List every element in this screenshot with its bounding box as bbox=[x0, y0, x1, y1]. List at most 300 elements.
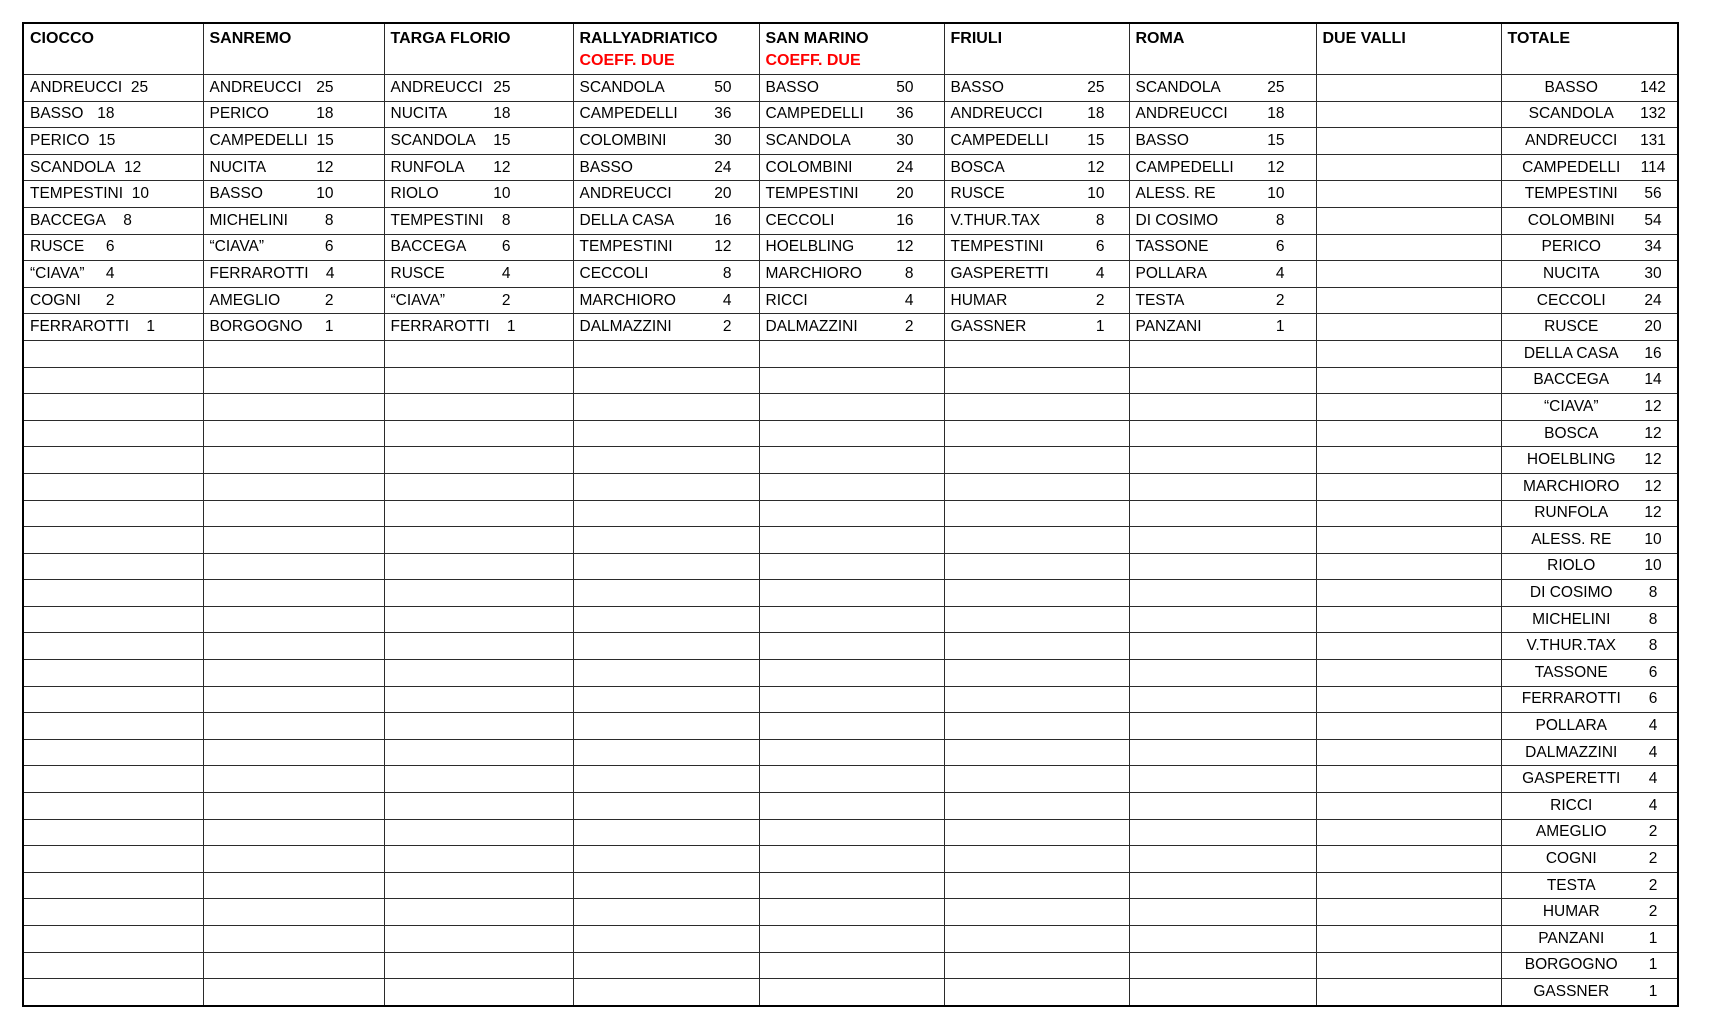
standings-cell bbox=[23, 367, 203, 394]
standings-cell bbox=[384, 154, 573, 181]
table-row bbox=[23, 979, 1678, 1006]
points-value: 12 bbox=[896, 238, 914, 256]
driver-name: DALMAZZINI bbox=[765, 318, 858, 336]
points-value: 132 bbox=[1640, 105, 1666, 123]
standings-cell bbox=[1129, 660, 1316, 687]
points-value: 6 bbox=[105, 238, 115, 256]
points-value: 4 bbox=[1648, 743, 1658, 761]
standings-cell bbox=[1316, 580, 1501, 607]
driver-name: RUNFOLA bbox=[1534, 504, 1609, 522]
standings-cell bbox=[384, 952, 573, 979]
standings-cell bbox=[203, 181, 384, 208]
standings-cell bbox=[1501, 287, 1678, 314]
standings-cell bbox=[944, 899, 1129, 926]
table-row bbox=[23, 394, 1678, 421]
standings-cell bbox=[203, 314, 384, 341]
standings-cell bbox=[759, 394, 944, 421]
standings-cell bbox=[1501, 899, 1678, 926]
standings-cell bbox=[384, 340, 573, 367]
standings-cell bbox=[944, 234, 1129, 261]
standings-cell bbox=[203, 793, 384, 820]
table-row bbox=[23, 128, 1678, 155]
standings-cell bbox=[944, 154, 1129, 181]
standings-cell bbox=[23, 580, 203, 607]
table-row bbox=[23, 287, 1678, 314]
standings-cell bbox=[203, 447, 384, 474]
points-value: 12 bbox=[316, 158, 334, 176]
standings-cell bbox=[1316, 287, 1501, 314]
column-title: ROMA bbox=[1135, 30, 1185, 47]
standings-cell bbox=[573, 447, 759, 474]
coeff-due-label: COEFF. DUE bbox=[765, 52, 861, 69]
points-value: 30 bbox=[714, 131, 732, 149]
points-value: 25 bbox=[1267, 78, 1285, 96]
points-value: 10 bbox=[316, 185, 334, 203]
standings-cell bbox=[203, 660, 384, 687]
standings-cell bbox=[1501, 367, 1678, 394]
standings-cell bbox=[573, 394, 759, 421]
standings-cell bbox=[1501, 314, 1678, 341]
driver-name: RUSCE bbox=[1544, 318, 1599, 336]
standings-cell bbox=[573, 75, 759, 102]
standings-cell bbox=[944, 633, 1129, 660]
standings-cell bbox=[1129, 926, 1316, 953]
standings-cell bbox=[573, 899, 759, 926]
table-row bbox=[23, 952, 1678, 979]
standings-cell bbox=[944, 181, 1129, 208]
standings-cell bbox=[759, 739, 944, 766]
points-value: 2 bbox=[105, 291, 115, 309]
driver-name: CECCOLI bbox=[1536, 291, 1606, 309]
points-value: 10 bbox=[1087, 185, 1105, 203]
column-title: TARGA FLORIO bbox=[390, 30, 511, 47]
standings-cell bbox=[944, 580, 1129, 607]
table-header bbox=[23, 23, 1678, 75]
standings-cell bbox=[23, 527, 203, 554]
standings-cell bbox=[23, 766, 203, 793]
standings-cell bbox=[573, 287, 759, 314]
points-value: 4 bbox=[722, 291, 732, 309]
points-value: 24 bbox=[714, 158, 732, 176]
driver-name: AMEGLIO bbox=[1535, 823, 1607, 841]
points-value: 2 bbox=[1648, 903, 1658, 921]
standings-cell bbox=[1501, 340, 1678, 367]
standings-cell bbox=[944, 447, 1129, 474]
standings-cell bbox=[384, 872, 573, 899]
standings-cell bbox=[1129, 580, 1316, 607]
standings-cell bbox=[1129, 739, 1316, 766]
points-value: 114 bbox=[1640, 158, 1666, 176]
standings-cell bbox=[759, 766, 944, 793]
standings-cell bbox=[1316, 527, 1501, 554]
standings-cell bbox=[1316, 181, 1501, 208]
driver-name: HOELBLING bbox=[1526, 451, 1616, 469]
standings-cell bbox=[759, 872, 944, 899]
points-value: 8 bbox=[722, 264, 732, 282]
standings-cell bbox=[1501, 473, 1678, 500]
standings-cell bbox=[203, 739, 384, 766]
driver-name: RUSCE bbox=[390, 264, 445, 282]
standings-cell bbox=[1129, 101, 1316, 128]
driver-name: PERICO bbox=[1541, 238, 1601, 256]
points-value: 10 bbox=[131, 185, 150, 203]
points-value: 12 bbox=[1644, 504, 1662, 522]
standings-cell bbox=[1316, 926, 1501, 953]
table-row bbox=[23, 473, 1678, 500]
points-value: 16 bbox=[896, 211, 914, 229]
standings-cell bbox=[759, 899, 944, 926]
driver-name: CECCOLI bbox=[579, 264, 649, 282]
column-title: SAN MARINO bbox=[765, 30, 869, 47]
standings-cell bbox=[1316, 500, 1501, 527]
standings-cell bbox=[1129, 633, 1316, 660]
points-value: 18 bbox=[316, 105, 334, 123]
driver-name: BASSO bbox=[209, 185, 263, 203]
column-header-due-valli bbox=[1316, 23, 1501, 75]
standings-cell bbox=[1129, 128, 1316, 155]
standings-cell bbox=[944, 314, 1129, 341]
driver-name: NUCITA bbox=[1542, 264, 1600, 282]
standings-cell bbox=[759, 314, 944, 341]
table-row bbox=[23, 207, 1678, 234]
standings-cell bbox=[203, 128, 384, 155]
table-row bbox=[23, 553, 1678, 580]
table-row bbox=[23, 154, 1678, 181]
table-row bbox=[23, 660, 1678, 687]
standings-cell bbox=[1501, 181, 1678, 208]
driver-name: MARCHIORO bbox=[1523, 477, 1620, 495]
standings-cell bbox=[203, 633, 384, 660]
driver-name: BOSCA bbox=[1544, 424, 1599, 442]
points-value: 10 bbox=[1267, 185, 1285, 203]
standings-cell bbox=[573, 952, 759, 979]
standings-cell bbox=[23, 340, 203, 367]
driver-name: BORGOGNO bbox=[209, 318, 303, 336]
driver-name: SCANDOLA bbox=[390, 131, 476, 149]
driver-name: RIOLO bbox=[1547, 557, 1596, 575]
driver-name: BACCEGA bbox=[390, 238, 467, 256]
driver-name: BACCEGA bbox=[1533, 371, 1610, 389]
points-value: 16 bbox=[714, 211, 732, 229]
driver-name: TESTA bbox=[1546, 876, 1596, 894]
driver-name: “CIAVA” bbox=[390, 291, 446, 309]
points-value: 56 bbox=[1644, 185, 1662, 203]
driver-name: TEMPESTINI bbox=[390, 211, 484, 229]
standings-cell bbox=[1129, 606, 1316, 633]
standings-cell bbox=[384, 819, 573, 846]
standings-cell bbox=[1501, 846, 1678, 873]
table-row bbox=[23, 367, 1678, 394]
driver-name: AMEGLIO bbox=[209, 291, 281, 309]
standings-cell bbox=[203, 287, 384, 314]
driver-name: ANDREUCCI bbox=[30, 78, 123, 96]
points-value: 24 bbox=[896, 158, 914, 176]
standings-cell bbox=[1501, 633, 1678, 660]
points-value: 18 bbox=[97, 105, 115, 123]
table-row bbox=[23, 340, 1678, 367]
standings-cell bbox=[1501, 207, 1678, 234]
points-value: 6 bbox=[324, 238, 334, 256]
standings-cell bbox=[944, 926, 1129, 953]
column-header-targa-florio bbox=[384, 23, 573, 75]
standings-cell bbox=[573, 660, 759, 687]
points-value: 30 bbox=[1644, 264, 1662, 282]
driver-name: TEMPESTINI bbox=[765, 185, 859, 203]
table-row bbox=[23, 580, 1678, 607]
standings-cell bbox=[384, 234, 573, 261]
standings-cell bbox=[573, 846, 759, 873]
driver-name: DALMAZZINI bbox=[1525, 743, 1618, 761]
standings-cell bbox=[573, 713, 759, 740]
standings-cell bbox=[1501, 580, 1678, 607]
points-value: 8 bbox=[1095, 211, 1105, 229]
standings-cell bbox=[1316, 234, 1501, 261]
standings-cell bbox=[23, 447, 203, 474]
points-value: 54 bbox=[1644, 211, 1662, 229]
standings-cell bbox=[1316, 420, 1501, 447]
points-value: 4 bbox=[1275, 264, 1285, 282]
points-value: 1 bbox=[324, 318, 334, 336]
standings-cell bbox=[573, 553, 759, 580]
standings-cell bbox=[203, 553, 384, 580]
standings-cell bbox=[384, 633, 573, 660]
standings-cell bbox=[573, 793, 759, 820]
points-value: 1 bbox=[1648, 982, 1658, 1000]
standings-cell bbox=[23, 500, 203, 527]
standings-cell bbox=[1316, 793, 1501, 820]
table-row bbox=[23, 633, 1678, 660]
driver-name: ALESS. RE bbox=[1135, 185, 1216, 203]
standings-cell bbox=[573, 154, 759, 181]
standings-cell bbox=[23, 553, 203, 580]
column-title: SANREMO bbox=[209, 30, 292, 47]
driver-name: COLOMBINI bbox=[765, 158, 853, 176]
standings-cell bbox=[1501, 713, 1678, 740]
column-title: TOTALE bbox=[1507, 30, 1571, 47]
standings-cell bbox=[384, 128, 573, 155]
points-value: 8 bbox=[904, 264, 914, 282]
points-value: 10 bbox=[493, 185, 511, 203]
standings-cell bbox=[1129, 287, 1316, 314]
standings-cell bbox=[944, 128, 1129, 155]
driver-name: MICHELINI bbox=[209, 211, 288, 229]
standings-cell bbox=[384, 207, 573, 234]
standings-cell bbox=[23, 926, 203, 953]
table-row bbox=[23, 606, 1678, 633]
standings-cell bbox=[759, 633, 944, 660]
standings-cell bbox=[759, 75, 944, 102]
points-value: 6 bbox=[1648, 663, 1658, 681]
driver-name: TEMPESTINI bbox=[1524, 185, 1618, 203]
standings-cell bbox=[1501, 75, 1678, 102]
standings-cell bbox=[759, 713, 944, 740]
standings-cell bbox=[759, 367, 944, 394]
standings-cell bbox=[203, 420, 384, 447]
standings-cell bbox=[944, 367, 1129, 394]
standings-cell bbox=[944, 793, 1129, 820]
driver-name: GASPERETTI bbox=[950, 264, 1049, 282]
standings-cell bbox=[573, 261, 759, 288]
points-value: 4 bbox=[1648, 770, 1658, 788]
standings-cell bbox=[1316, 75, 1501, 102]
standings-cell bbox=[759, 500, 944, 527]
standings-cell bbox=[1316, 899, 1501, 926]
points-value: 25 bbox=[1087, 78, 1105, 96]
standings-cell bbox=[1316, 660, 1501, 687]
standings-cell bbox=[759, 261, 944, 288]
standings-cell bbox=[573, 340, 759, 367]
standings-cell bbox=[1129, 447, 1316, 474]
driver-name: PANZANI bbox=[1135, 318, 1202, 336]
standings-cell bbox=[573, 314, 759, 341]
standings-cell bbox=[1129, 420, 1316, 447]
standings-cell bbox=[1316, 394, 1501, 421]
standings-cell bbox=[203, 394, 384, 421]
driver-name: CECCOLI bbox=[765, 211, 835, 229]
standings-cell bbox=[573, 926, 759, 953]
driver-name: BASSO bbox=[1544, 78, 1598, 96]
standings-cell bbox=[1501, 500, 1678, 527]
points-value: 1 bbox=[506, 318, 516, 336]
standings-cell bbox=[1129, 979, 1316, 1006]
points-value: 1 bbox=[1095, 318, 1105, 336]
standings-cell bbox=[1129, 75, 1316, 102]
driver-name: FERRAROTTI bbox=[390, 318, 490, 336]
driver-name: PERICO bbox=[30, 131, 90, 149]
points-value: 25 bbox=[130, 78, 149, 96]
driver-name: RICCI bbox=[765, 291, 808, 309]
driver-name: SCANDOLA bbox=[579, 78, 665, 96]
driver-name: COLOMBINI bbox=[579, 131, 667, 149]
standings-cell bbox=[759, 819, 944, 846]
standings-cell bbox=[23, 154, 203, 181]
standings-cell bbox=[759, 420, 944, 447]
standings-cell bbox=[1129, 846, 1316, 873]
driver-name: BASSO bbox=[950, 78, 1004, 96]
standings-cell bbox=[1129, 793, 1316, 820]
points-value: 15 bbox=[98, 131, 116, 149]
driver-name: RUNFOLA bbox=[390, 158, 465, 176]
points-value: 15 bbox=[1267, 131, 1285, 149]
points-value: 1 bbox=[1648, 956, 1658, 974]
points-value: 1 bbox=[1648, 929, 1658, 947]
standings-cell bbox=[1316, 846, 1501, 873]
standings-cell bbox=[759, 128, 944, 155]
standings-cell bbox=[23, 287, 203, 314]
standings-cell bbox=[1316, 261, 1501, 288]
header-row bbox=[23, 23, 1678, 75]
standings-cell bbox=[23, 660, 203, 687]
points-value: 10 bbox=[1644, 557, 1662, 575]
column-header-totale bbox=[1501, 23, 1678, 75]
points-value: 25 bbox=[493, 78, 511, 96]
standings-cell bbox=[23, 979, 203, 1006]
driver-name: TEMPESTINI bbox=[579, 238, 673, 256]
points-value: 18 bbox=[493, 105, 511, 123]
driver-name: MARCHIORO bbox=[765, 264, 862, 282]
column-title: FRIULI bbox=[950, 30, 1003, 47]
standings-cell bbox=[944, 75, 1129, 102]
standings-cell bbox=[203, 207, 384, 234]
table-body bbox=[23, 75, 1678, 1006]
points-value: 6 bbox=[1275, 238, 1285, 256]
standings-cell bbox=[1129, 872, 1316, 899]
standings-cell bbox=[573, 739, 759, 766]
driver-name: BASSO bbox=[579, 158, 633, 176]
points-value: 12 bbox=[493, 158, 511, 176]
driver-name: DI COSIMO bbox=[1135, 211, 1219, 229]
standings-cell bbox=[384, 926, 573, 953]
points-value: 142 bbox=[1640, 78, 1666, 96]
standings-cell bbox=[1501, 101, 1678, 128]
driver-name: SCANDOLA bbox=[30, 158, 116, 176]
standings-cell bbox=[23, 75, 203, 102]
standings-cell bbox=[384, 473, 573, 500]
standings-cell bbox=[573, 580, 759, 607]
standings-cell bbox=[1316, 128, 1501, 155]
standings-cell bbox=[573, 234, 759, 261]
standings-cell bbox=[1316, 367, 1501, 394]
standings-cell bbox=[384, 447, 573, 474]
driver-name: RUSCE bbox=[30, 238, 85, 256]
driver-name: BASSO bbox=[30, 105, 84, 123]
standings-cell bbox=[573, 633, 759, 660]
standings-cell bbox=[759, 287, 944, 314]
standings-cell bbox=[1129, 899, 1316, 926]
points-value: 20 bbox=[896, 185, 914, 203]
driver-name: V.THUR.TAX bbox=[950, 211, 1041, 229]
standings-cell bbox=[573, 473, 759, 500]
standings-cell bbox=[1501, 447, 1678, 474]
column-header-rallyadriatico bbox=[573, 23, 759, 75]
points-value: 4 bbox=[325, 264, 335, 282]
standings-cell bbox=[23, 473, 203, 500]
standings-cell bbox=[759, 686, 944, 713]
points-value: 2 bbox=[722, 318, 732, 336]
driver-name: ANDREUCCI bbox=[579, 185, 672, 203]
standings-cell bbox=[1501, 234, 1678, 261]
column-title: RALLYADRIATICO bbox=[579, 30, 718, 47]
standings-table bbox=[22, 22, 1679, 1007]
points-value: 15 bbox=[316, 131, 334, 149]
standings-cell bbox=[23, 261, 203, 288]
driver-name: MARCHIORO bbox=[579, 291, 676, 309]
standings-cell bbox=[1129, 394, 1316, 421]
points-value: 2 bbox=[1275, 291, 1285, 309]
driver-name: BORGOGNO bbox=[1524, 956, 1618, 974]
table-row bbox=[23, 314, 1678, 341]
points-value: 8 bbox=[1275, 211, 1285, 229]
standings-cell bbox=[203, 527, 384, 554]
standings-cell bbox=[1316, 872, 1501, 899]
standings-cell bbox=[1129, 207, 1316, 234]
table-row bbox=[23, 527, 1678, 554]
standings-cell bbox=[573, 181, 759, 208]
points-value: 4 bbox=[501, 264, 511, 282]
standings-cell bbox=[1501, 926, 1678, 953]
points-value: 1 bbox=[146, 318, 156, 336]
points-value: 8 bbox=[324, 211, 334, 229]
standings-cell bbox=[759, 447, 944, 474]
standings-cell bbox=[1129, 527, 1316, 554]
table-row bbox=[23, 713, 1678, 740]
standings-cell bbox=[759, 793, 944, 820]
standings-cell bbox=[1501, 952, 1678, 979]
standings-cell bbox=[384, 287, 573, 314]
standings-cell bbox=[944, 713, 1129, 740]
points-value: 24 bbox=[1644, 291, 1662, 309]
points-value: 20 bbox=[1644, 318, 1662, 336]
